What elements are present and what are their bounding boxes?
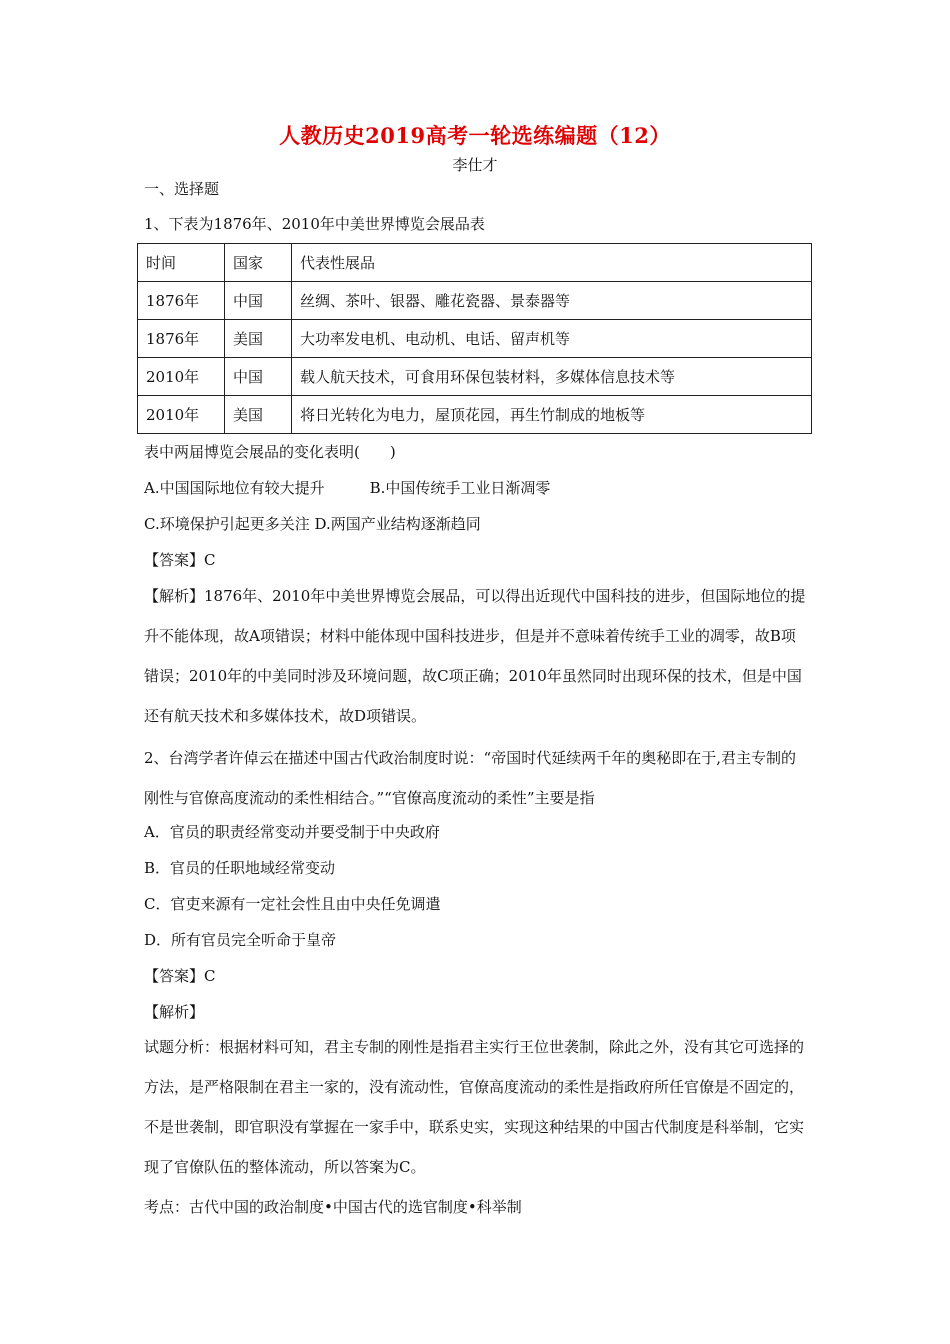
table-cell: 1876年: [138, 320, 225, 358]
table-cell: 2010年: [138, 358, 225, 396]
q2-option-c: C．官吏来源有一定社会性且由中央任免调遣: [144, 895, 441, 913]
document-title: 人教历史2019高考一轮选练编题（12）: [279, 123, 671, 148]
q2-analysis: 试题分析：根据材料可知，君主专制的刚性是指君主实行王位世袭制，除此之外，没有其它可选择的方法，是严格限制在君主一家的，没有流动性，官僚高度流动的柔性是指政府所任官僚是不固定的，不是世袭制，即官职没有掌握在一家手中，联系史实，实现这种结果的中国古代制度是科举制，它实现了官僚队伍的整体流动，所以答案为C。: [144, 1038, 805, 1176]
q2-kaodian: 考点：古代中国的政治制度•中国古代的选官制度•科举制: [144, 1198, 522, 1216]
q1-analysis: 【解析】1876年、2010年中美世界博览会展品，可以得出近现代中国科技的进步，但国际地位的提升不能体现，故A项错误；材料中能体现中国科技进步，但是并不意味着传统手工业的凋零，故B项错误；2010年的中美同时涉及环境问题，故C项正确；2010年虽然同时出现环保的技术，但是中国还有航天技术和多媒体技术，故D项错误。: [144, 587, 806, 725]
table-row: [138, 396, 812, 434]
table-row: [138, 358, 812, 396]
table-header-row: [138, 244, 812, 282]
section-heading: 一、选择题: [144, 180, 220, 198]
table-cell: 美国: [225, 320, 292, 358]
q1-answer: 【答案】C: [144, 551, 216, 569]
table-header-cell: 时间: [138, 244, 225, 282]
q2-analysis-label: 【解析】: [144, 1003, 205, 1021]
q2-stem: 2、台湾学者许倬云在描述中国古代政治制度时说：“帝国时代延续两千年的奥秘即在于,君主专制的刚性与官僚高度流动的柔性相结合。”“官僚高度流动的柔性”主要是指: [144, 749, 796, 807]
table-cell: 1876年: [138, 282, 225, 320]
expo-exhibits-table: [137, 243, 812, 434]
table-cell: 大功率发电机、电动机、电话、留声机等: [292, 320, 812, 358]
table-cell: 将日光转化为电力，屋顶花园，再生竹制成的地板等: [292, 396, 812, 434]
q2-option-b: B．官员的任职地域经常变动: [144, 859, 336, 877]
document-author: 李仕才: [452, 156, 498, 174]
table-cell: 丝绸、茶叶、银器、雕花瓷器、景泰器等: [292, 282, 812, 320]
q1-options-cd: C.环境保护引起更多关注 D.两国产业结构逐渐趋同: [144, 515, 481, 533]
table-cell: 美国: [225, 396, 292, 434]
q1-options-ab: A.中国国际地位有较大提升 B.中国传统手工业日渐凋零: [144, 479, 551, 497]
q1-stem: 1、下表为1876年、2010年中美世界博览会展品表: [144, 215, 485, 233]
q2-answer: 【答案】C: [144, 967, 216, 985]
table-cell: 载人航天技术，可食用环保包装材料，多媒体信息技术等: [292, 358, 812, 396]
table-cell: 中国: [225, 282, 292, 320]
table-row: [138, 282, 812, 320]
table-cell: 2010年: [138, 396, 225, 434]
q2-option-d: D．所有官员完全听命于皇帝: [144, 931, 337, 949]
table-header-cell: 代表性展品: [292, 244, 812, 282]
q2-option-a: A．官员的职责经常变动并要受制于中央政府: [144, 823, 440, 841]
q1-question: 表中两届博览会展品的变化表明( ): [144, 443, 396, 461]
table-cell: 中国: [225, 358, 292, 396]
table-row: [138, 320, 812, 358]
table-header-cell: 国家: [225, 244, 292, 282]
